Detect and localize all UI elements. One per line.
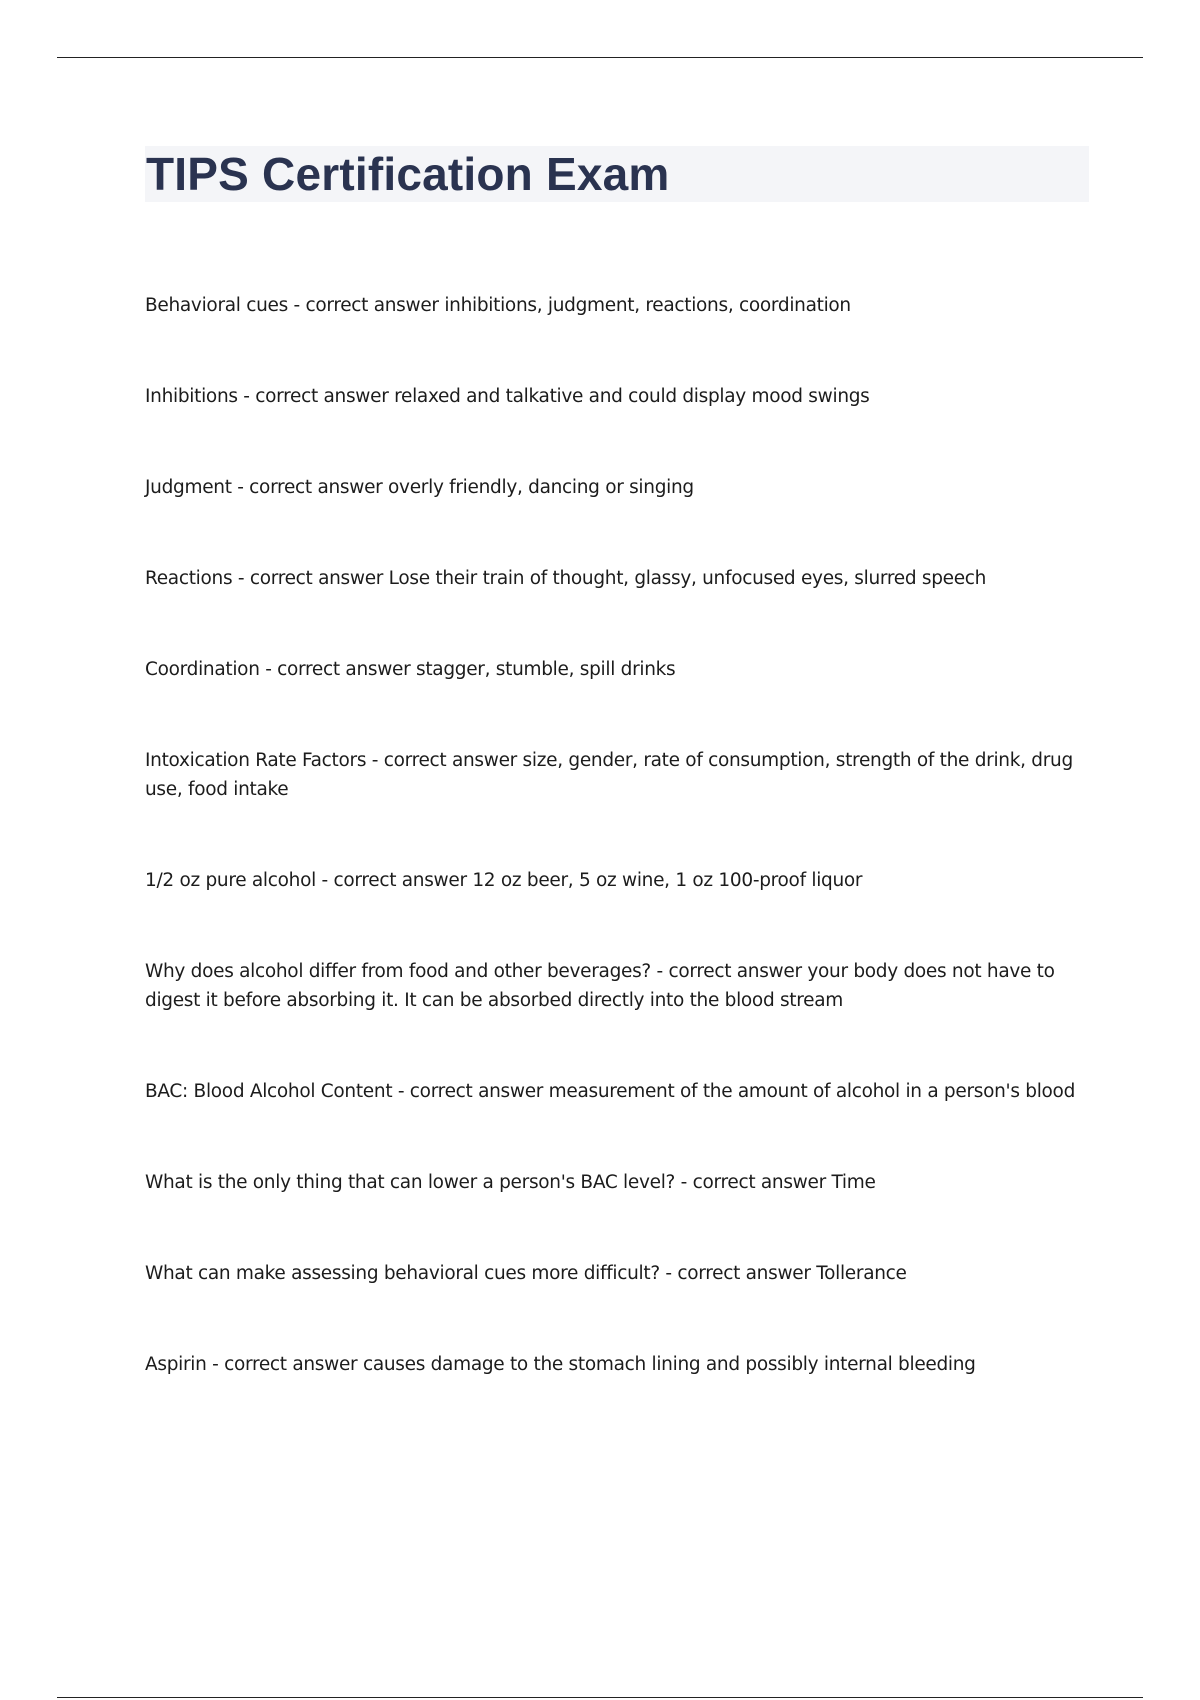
qa-entry-inhibitions: Inhibitions - correct answer relaxed and talkative and could display mood swings [145, 386, 870, 407]
qa-entry-alcohol-vs-food: Why does alcohol differ from food and other beverages? - correct answer your body does not have to digest it before absorbing it. It can be absorbed directly into the blood stream [145, 961, 1055, 1011]
qa-entry-half-oz-pure-alcohol: 1/2 oz pure alcohol - correct answer 12 oz beer, 5 oz wine, 1 oz 100-proof liquor [145, 870, 863, 891]
page-title: TIPS Certification Exam [146, 148, 670, 200]
qa-entry-bac: BAC: Blood Alcohol Content - correct answer measurement of the amount of alcohol in a person's blood [145, 1081, 1076, 1102]
qa-entry-behavioral-cues: Behavioral cues - correct answer inhibitions, judgment, reactions, coordination [145, 295, 851, 316]
qa-entry-coordination: Coordination - correct answer stagger, stumble, spill drinks [145, 659, 676, 680]
qa-entry-aspirin: Aspirin - correct answer causes damage to the stomach lining and possibly internal bleeding [145, 1354, 976, 1375]
qa-list [145, 291, 1085, 1379]
qa-entry-judgment: Judgment - correct answer overly friendly, dancing or singing [145, 477, 694, 498]
qa-entry-intoxication-rate-factors: Intoxication Rate Factors - correct answer size, gender, rate of consumption, strength of the drink, drug use, food intake [145, 750, 1073, 800]
qa-entry-reactions: Reactions - correct answer Lose their train of thought, glassy, unfocused eyes, slurred speech [145, 568, 987, 589]
qa-entry-lower-bac: What is the only thing that can lower a person's BAC level? - correct answer Time [145, 1172, 876, 1193]
qa-entry-assessing-cues: What can make assessing behavioral cues more difficult? - correct answer Tollerance [145, 1263, 907, 1284]
top-rule [57, 57, 1143, 58]
bottom-rule [57, 1697, 1143, 1698]
